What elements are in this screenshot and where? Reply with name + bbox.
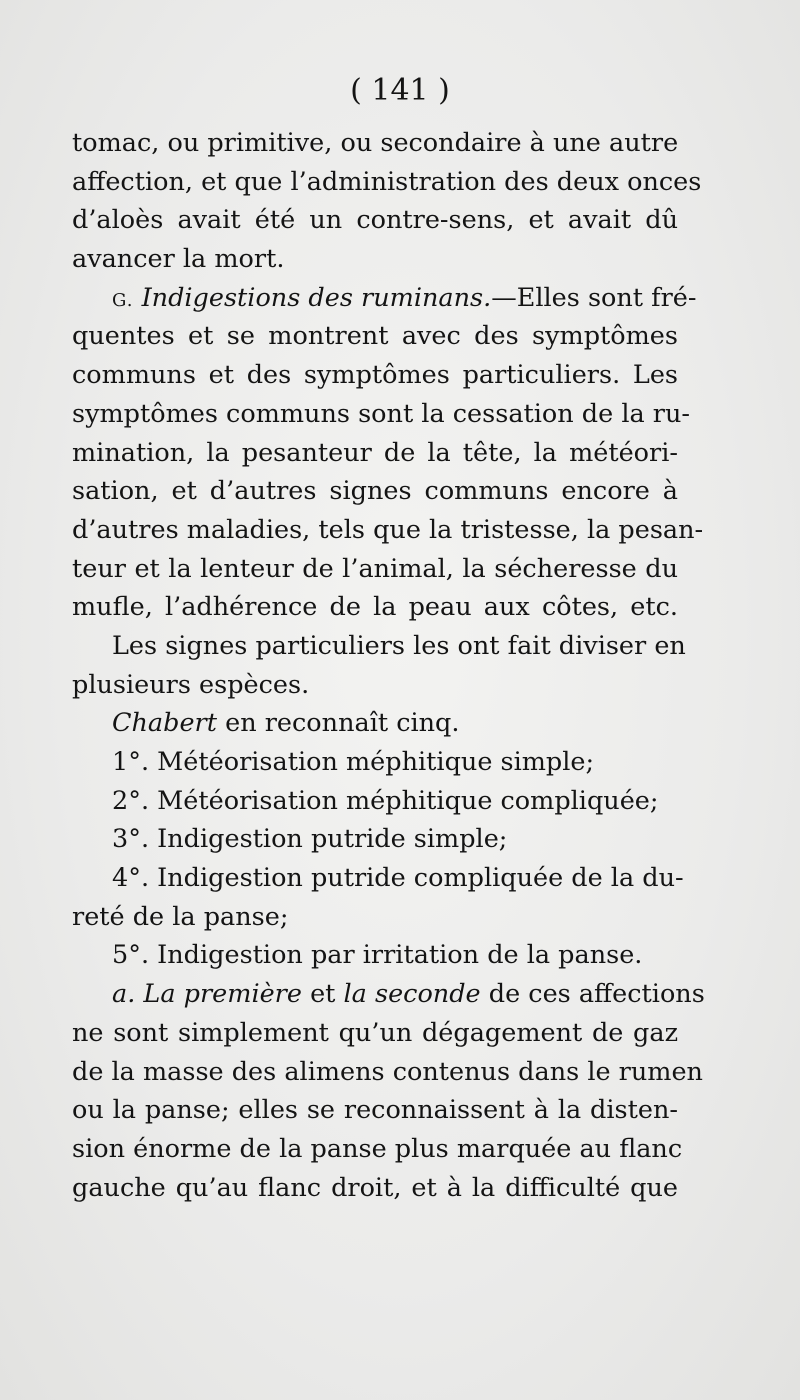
text-run: d’autres maladies, tels que la tristesse, la pesan- bbox=[72, 514, 704, 545]
italic-text: Indigestions des ruminans. bbox=[141, 282, 492, 313]
text-line bbox=[72, 201, 678, 240]
text-line bbox=[72, 666, 678, 705]
text-run: Les signes particuliers les ont fait diviser en bbox=[112, 630, 686, 661]
text-line bbox=[72, 975, 705, 1014]
text-line bbox=[72, 511, 704, 550]
text-line bbox=[72, 434, 678, 473]
text-run: ne sont simplement qu’un dégagement de gaz bbox=[72, 1017, 678, 1048]
text-line bbox=[72, 1130, 683, 1169]
text-run: sion énorme de la panse plus marquée au flanc bbox=[72, 1133, 683, 1164]
text-line bbox=[72, 859, 684, 898]
text-run: sation, et d’autres signes communs encore à bbox=[72, 476, 678, 507]
text-run: tomac, ou primitive, ou secondaire à une autre bbox=[72, 128, 679, 158]
text-run: plusieurs espèces. bbox=[72, 669, 310, 700]
text-line bbox=[72, 356, 678, 395]
text-run: 4°. Indigestion putride compliquée de la du- bbox=[112, 863, 684, 894]
section-letter: G. bbox=[112, 289, 134, 311]
text-line bbox=[72, 472, 678, 511]
text-run: symptômes communs sont la cessation de la ru- bbox=[72, 398, 691, 429]
text-line bbox=[72, 395, 691, 434]
text-line bbox=[72, 820, 678, 859]
text-run: —Elles sont fré- bbox=[491, 282, 697, 313]
text-line bbox=[72, 743, 678, 782]
text-line bbox=[72, 782, 678, 821]
text-run: ou la panse; elles se reconnaissent à la disten- bbox=[72, 1095, 678, 1126]
text-run: 5°. Indigestion par irritation de la panse. bbox=[112, 940, 643, 971]
text-run bbox=[133, 283, 141, 313]
text-run: 2°. Météorisation méphitique compliquée; bbox=[112, 785, 659, 816]
text-line bbox=[72, 317, 678, 356]
text-line bbox=[72, 1053, 703, 1092]
text-line bbox=[72, 279, 697, 318]
text-run: mufle, l’adhérence de la peau aux côtes, etc. bbox=[72, 592, 678, 623]
text-run: gauche qu’au flanc droit, et à la difficulté que bbox=[72, 1172, 678, 1203]
text-block bbox=[72, 124, 705, 1207]
text-run: de ces affections bbox=[480, 979, 705, 1010]
text-run: mination, la pesanteur de la tête, la météori- bbox=[72, 437, 678, 468]
text-run: communs et des symptômes particuliers. Les bbox=[72, 360, 678, 391]
text-run: d’aloès avait été un contre-sens, et avait dû bbox=[72, 205, 678, 236]
text-run: de la masse des alimens contenus dans le rumen bbox=[72, 1056, 703, 1087]
text-line bbox=[72, 704, 678, 743]
italic-text: a. La première bbox=[112, 979, 302, 1010]
page-number: ( 141 ) bbox=[350, 73, 450, 108]
text-line bbox=[72, 550, 678, 589]
italic-text: Chabert bbox=[112, 708, 217, 739]
text-run: affection, et que l’administration des deux onces bbox=[72, 166, 702, 197]
text-run: teur et la lenteur de l’animal, la sécheresse du bbox=[72, 553, 678, 584]
text-line bbox=[72, 898, 678, 937]
text-line bbox=[72, 936, 678, 975]
text-line bbox=[72, 588, 678, 627]
text-line bbox=[72, 1091, 678, 1130]
text-run: avancer la mort. bbox=[72, 244, 285, 275]
text-run: reté de la panse; bbox=[72, 901, 289, 932]
text-line bbox=[72, 1014, 678, 1053]
text-line bbox=[72, 1169, 678, 1208]
text-line bbox=[72, 627, 686, 666]
text-line bbox=[72, 240, 678, 279]
text-line bbox=[72, 124, 678, 163]
text-run: en reconnaît cinq. bbox=[217, 708, 460, 739]
text-line bbox=[72, 163, 702, 202]
italic-text: la seconde bbox=[343, 979, 481, 1010]
text-run: 1°. Météorisation méphitique simple; bbox=[112, 747, 595, 777]
text-run: quentes et se montrent avec des symptômes bbox=[72, 321, 678, 352]
text-run: et bbox=[301, 979, 344, 1010]
text-run: 3°. Indigestion putride simple; bbox=[112, 824, 508, 855]
